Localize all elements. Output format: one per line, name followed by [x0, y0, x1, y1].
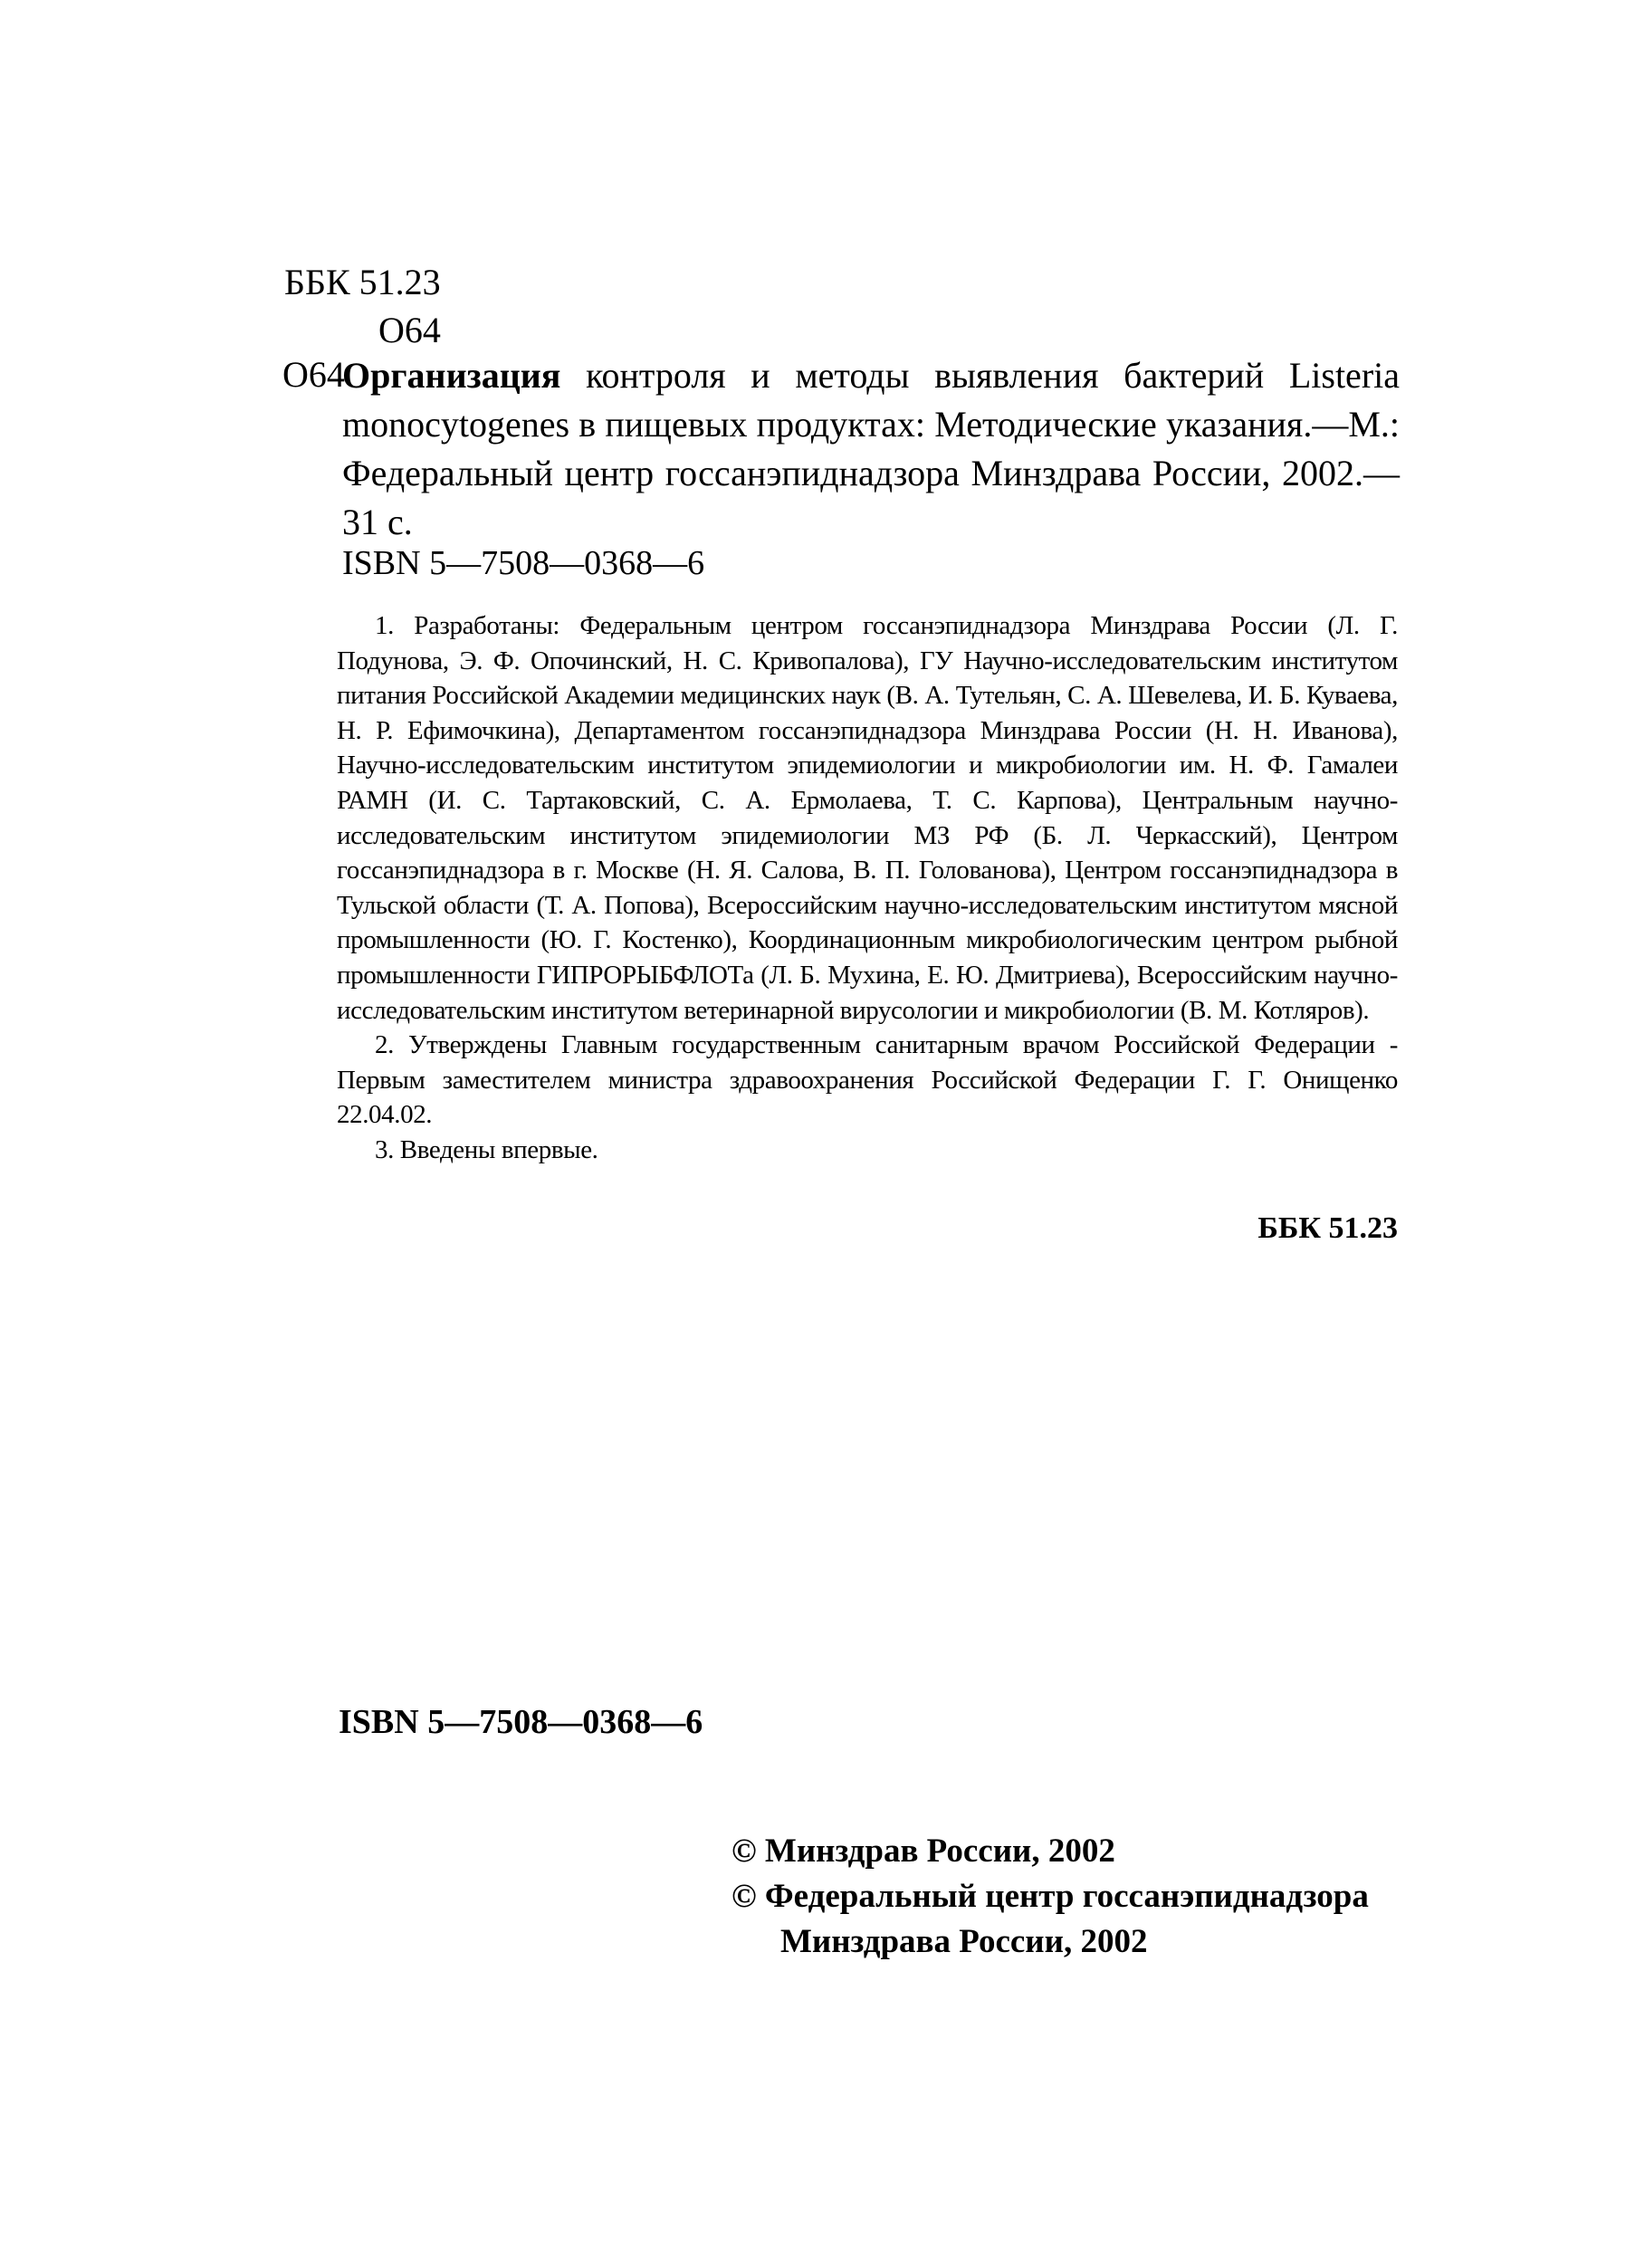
- copyright-block: [731, 1829, 1369, 1965]
- note-developers: 1. Разработаны: Федеральным центром госсанэпиднадзора Минздрава России (Л. Г. Подунова, Э. Ф. Опочинский, Н. С. Кривопалова), ГУ Научно-исследовательским институтом питания Российской Академии медицинских наук (В. А. Тутельян, С. А. Шевелева, И. Б. Куваева, Н. Р. Ефимочкина), Департаментом госсанэпиднадзора Минздрава России (Н. Н. Иванова), Научно-исследовательским институтом эпидемиологии и микробиологии им. Н. Ф. Гамалеи РАМН (И. С. Тартаковский, С. А. Ермолаева, Т. С. Карпова), Центральным научно-исследовательским институтом эпидемиологии МЗ РФ (Б. Л. Черкасский), Центром госсанэпиднадзора в г. Москве (Н. Я. Салова, В. П. Голованова), Центром госсанэпиднадзора в Тульской области (Т. А. Попова), Всероссийским научно-исследовательским институтом мясной промышленности (Ю. Г. Костенко), Координационным микробиологическим центром рыбной промышленности ГИПРОРЫБФЛОТа (Л. Б. Мухина, Е. Ю. Дмитриева), Всероссийским научно-исследовательским институтом ветеринарной вирусологии и микробиологии (В. М. Котляров).: [337, 611, 1398, 1025]
- note-approved: 2. Утверждены Главным государственным санитарным врачом Российской Федерации - Первым заместителем министра здравоохранения Российской Федерации Г. Г. Онищенко 22.04.02.: [337, 1030, 1398, 1130]
- note-introduced: 3. Введены впервые.: [375, 1134, 598, 1164]
- isbn-top: ISBN 5—7508—0368—6: [342, 544, 705, 582]
- isbn-bottom: ISBN 5—7508—0368—6: [339, 1703, 703, 1741]
- bibliographic-rest: контроля и методы выявления бактерий Listeria monocytogenes в пищевых продуктах: Методические указания.—М.: Федеральный центр госсанэпиднадзора Минздрава России, 2002.—31 с.: [342, 355, 1400, 542]
- catalog-code: О64: [282, 354, 345, 395]
- copyright-ministry: © Минздрав России, 2002: [731, 1833, 1115, 1870]
- copyright-federal-center: © Федеральный центр госсанэпиднадзора: [731, 1878, 1369, 1915]
- document-title-bold: Организация: [342, 355, 561, 396]
- development-notes: [337, 608, 1398, 1168]
- bbk-classification-top: ББК 51.23: [284, 262, 441, 302]
- author-mark-top: О64: [378, 310, 441, 350]
- copyright-federal-center-cont: Минздрава России, 2002: [780, 1923, 1148, 1960]
- bibliographic-description: [342, 351, 1400, 547]
- bbk-classification-right: ББК 51.23: [1257, 1211, 1398, 1245]
